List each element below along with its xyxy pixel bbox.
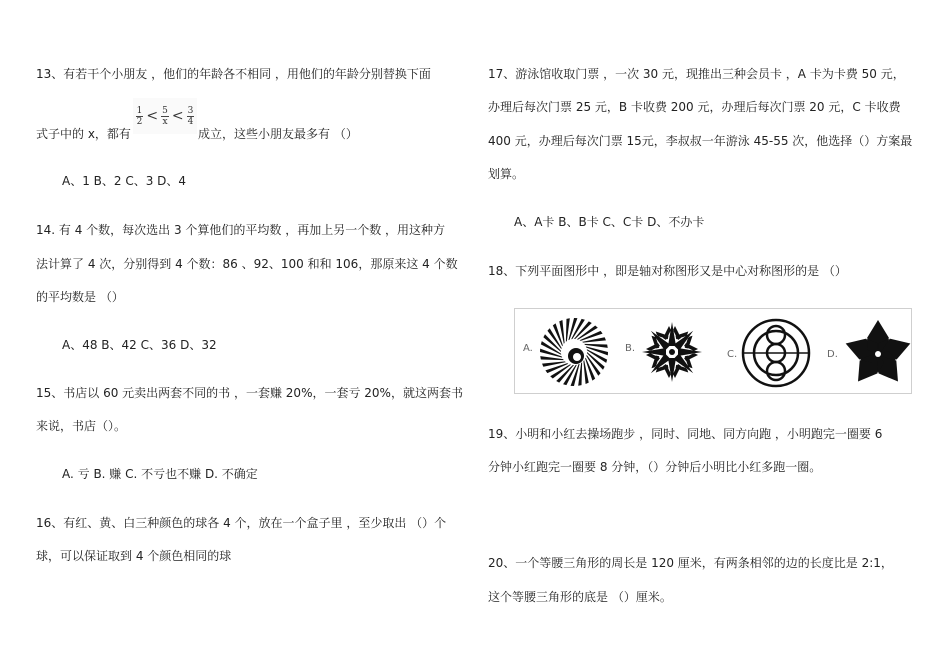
- frac-3: $\frac{3}{4}$: [187, 105, 194, 127]
- q19-line1: 19、小明和小红去操场跑步 ，同时、同地、同方向跑 ，小明跑完一圈要 6: [488, 427, 883, 441]
- q13-line2a: 式子中的 x，都有: [36, 127, 131, 141]
- less-than-2: <: [171, 108, 184, 124]
- q16-line2: 球，可以保证取到 4 个颜色相同的球: [36, 549, 232, 563]
- radial-chevron-star-icon: [637, 317, 707, 387]
- q20-line2: 这个等腰三角形的底是 （）厘米。: [488, 590, 672, 604]
- q15-line1: 15、书店以 60 元卖出两套不同的书 ，一套赚 20%，一套亏 20%，就这两套书: [36, 386, 463, 400]
- q19-line2: 分钟小红跑完一圈要 8 分钟，（）分钟后小明比小红多跑一圈。: [488, 460, 822, 474]
- fig-label-a: A.: [523, 343, 533, 354]
- q15-line2: 来说，书店（）。: [36, 419, 127, 433]
- q13-options: A、1 B、2 C、3 D、4: [62, 174, 187, 188]
- spiral-disc-icon: [537, 315, 611, 389]
- q16-line1: 16、有红、黄、白三种颜色的球各 4 个，放在一个盒子里 ，至少取出 （）个: [36, 516, 447, 530]
- q14-line1: 14. 有 4 个数，每次选出 3 个算他们的平均数 ，再加上另一个数 ，用这种方: [36, 223, 446, 237]
- q17-line3: 400 元，办理后每次门票 15元，李叔叔一年游泳 45-55 次，他选择（）方案最: [488, 134, 913, 148]
- fig-label-c: C.: [727, 349, 738, 360]
- fig-label-b: B.: [625, 343, 636, 354]
- q17-line4: 划算。: [488, 167, 525, 181]
- q14-line2: 法计算了 4 次，分别得到 4 个数：86 、92、100 和和 106，那原来这 4 个数: [36, 257, 458, 271]
- nested-circles-icon: [740, 317, 812, 389]
- q17-line2: 办理后每次门票 25 元，B 卡收费 200 元，办理后每次门票 20 元，C 卡收费: [488, 100, 901, 114]
- q18-figures: [514, 308, 912, 394]
- q13-line1: 13、有若干个小朋友 ，他们的年龄各不相同 ，用他们的年龄分别替换下面: [36, 67, 431, 81]
- q15-options: A. 亏 B. 赚 C. 不亏也不赚 D. 不确定: [62, 467, 258, 481]
- q17-options: A、A卡 B、B卡 C、C卡 D、不办卡: [514, 215, 705, 229]
- less-than-1: <: [146, 108, 159, 124]
- five-petal-star-icon: [841, 315, 915, 389]
- q20-line1: 20、一个等腰三角形的周长是 120 厘米，有两条相邻的边的长度比是 2:1，: [488, 556, 893, 570]
- q18-line1: 18、下列平面图形中 ，即是轴对称图形又是中心对称图形的是 （）: [488, 264, 847, 278]
- q13-inequality-image: [133, 98, 197, 134]
- q17-line1: 17、游泳馆收取门票 ，一次 30 元，现推出三种会员卡 ，A 卡为卡费 50 元，: [488, 67, 905, 81]
- frac-2: $\frac{5}{x}$: [162, 105, 168, 127]
- q13-line2b: 成立，这些小朋友最多有 （）: [198, 127, 358, 141]
- q14-line3: 的平均数是 （）: [36, 290, 124, 304]
- q14-options: A、48 B、42 C、36 D、32: [62, 338, 217, 352]
- frac-1: $\frac{1}{2}$: [136, 105, 143, 127]
- fig-label-d: D.: [827, 349, 838, 360]
